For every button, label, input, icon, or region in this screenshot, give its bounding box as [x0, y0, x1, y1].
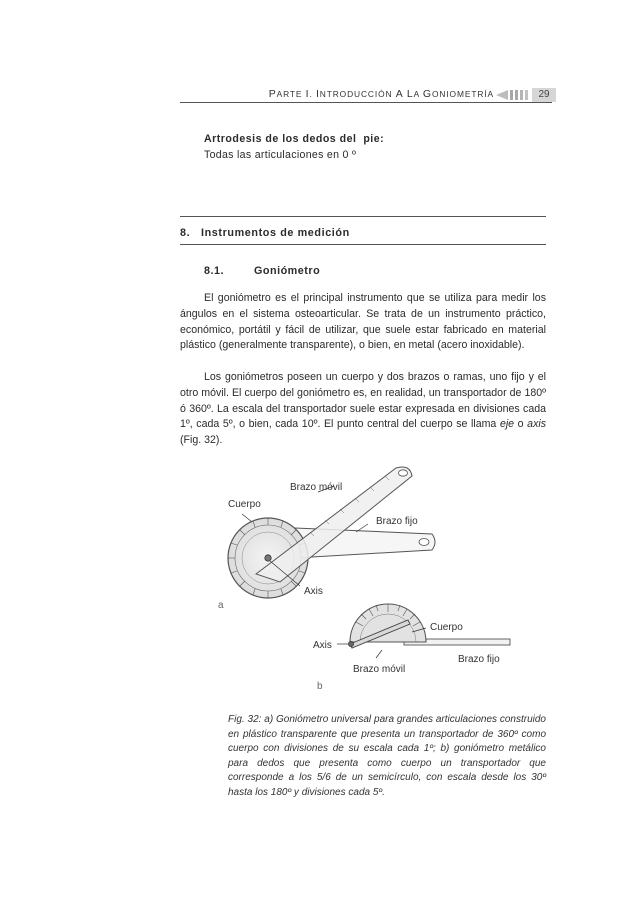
- label-b-brazo-movil: Brazo móvil: [353, 664, 406, 675]
- page-number: 29: [532, 88, 556, 102]
- paragraph-2-connector: o: [514, 418, 528, 431]
- section-rule-top: [180, 216, 546, 217]
- goniometer-a: [218, 467, 435, 611]
- paragraph-1: El goniómetro es el principal instrumento que se utiliza para medir los ángulos en el sistema osteoarticular. Se trata de un instrumento práctico, económico, portátil y fácil de utilizar, que suele estar fabricado en material plástico (generalmente transparente), o bien, en metal (acero inoxidable).: [180, 292, 546, 352]
- label-a-cuerpo: Cuerpo: [228, 499, 261, 510]
- note-text: Todas las articulaciones en 0 º: [204, 149, 357, 161]
- label-b-cuerpo: Cuerpo: [430, 622, 463, 633]
- header-decoration-icon: [496, 88, 532, 102]
- paragraph-2-text: Los goniómetros poseen un cuerpo y dos brazos o ramas, uno fijo y el otro móvil. El cuerpo del goniómetro es, en realidad, un transportador de 180º ó 360º. La escala del transportador suele estar expresada en divisiones cada 1º, cada 5º, o bien, cada 10º. El punto central del cuerpo se llama: [180, 371, 546, 431]
- goniometer-b: [313, 604, 510, 692]
- note-title: Artrodesis de los dedos del pie:: [204, 133, 385, 145]
- label-b: b: [317, 681, 323, 692]
- subsection-title: [204, 265, 320, 277]
- subsection-number: 8.1.: [204, 265, 225, 277]
- subsection-label: Goniómetro: [254, 265, 321, 277]
- label-b-axis: Axis: [313, 640, 332, 651]
- term-eje: eje: [499, 418, 515, 431]
- paragraph-2: [180, 370, 546, 449]
- running-title: PARTE I. INTRODUCCIÓN A LA GONIOMETRÍA: [268, 88, 494, 100]
- figure-caption: Fig. 32: a) Goniómetro universal para grandes articulaciones construido en plástico transparente que presenta un transportador de 360º como cuerpo con divisiones de su escala cada 1º; b) goniómetro metálico para dedos que presenta como cuerpo un transportador que corresponde a los 5/6 de un semicírculo, con escala desde los 30º hasta los 180º y divisiones cada 5º.: [228, 714, 546, 798]
- section-rule-bottom: [180, 244, 546, 245]
- note-block: [204, 131, 384, 163]
- term-axis: axis: [527, 418, 547, 431]
- header-rule: [180, 102, 552, 103]
- paragraph-2-end: (Fig. 32).: [180, 434, 223, 447]
- label-a-brazo-movil: Brazo móvil: [290, 482, 343, 493]
- goniometer-figure: [200, 462, 530, 700]
- label-a-brazo-fijo: Brazo fijo: [376, 516, 418, 527]
- label-a: a: [218, 600, 224, 611]
- label-a-axis: Axis: [304, 586, 323, 597]
- section-title: 8. Instrumentos de medición: [180, 227, 350, 239]
- label-b-brazo-fijo: Brazo fijo: [458, 654, 500, 665]
